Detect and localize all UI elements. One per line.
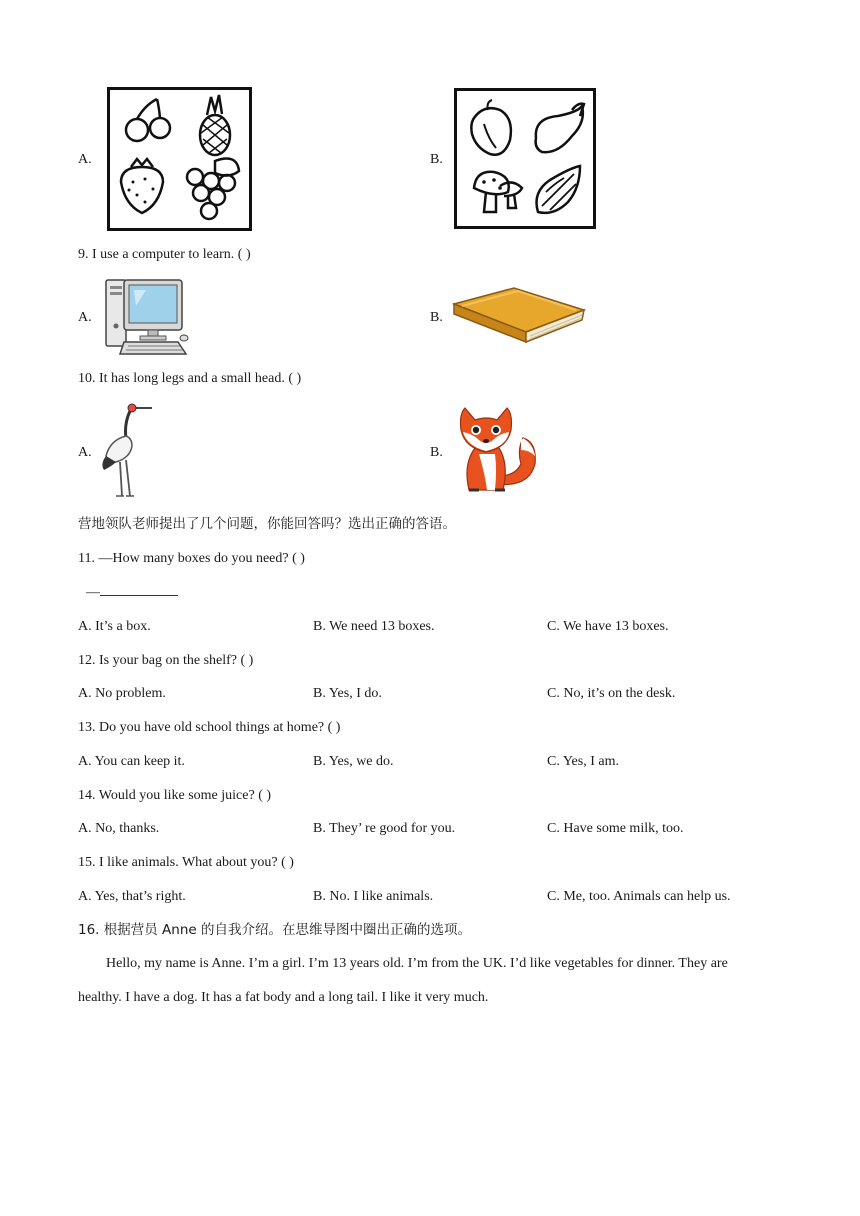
q12-option-a[interactable]: A. No problem. <box>78 686 166 701</box>
q16-passage: Hello, my name is Anne. I’m a girl. I’m 13 years old. I’m from the UK. I’d like vegetables for dinner. They are healthy. I have a dog. It has a fat body and a long tail. I like it very much. <box>78 956 728 1005</box>
q9-option-a-label: A. <box>78 310 92 325</box>
q10-option-a-label: A. <box>78 445 92 460</box>
q14-option-b[interactable]: B. They’ re good for you. <box>313 821 456 836</box>
q11-answer-line <box>86 583 178 602</box>
q15-option-c[interactable]: C. Me, too. Animals can help us. <box>547 889 731 904</box>
q11-option-c[interactable]: C. We have 13 boxes. <box>547 619 669 634</box>
q13-question: 13. Do you have old school things at home? ( ) <box>78 720 341 735</box>
q11-dash: — <box>86 585 100 600</box>
q9-option-b-label: B. <box>430 310 443 325</box>
q15-option-b[interactable]: B. No. I like animals. <box>313 889 434 904</box>
q14-question: 14. Would you like some juice? ( ) <box>78 788 272 803</box>
q13-option-b[interactable]: B. Yes, we do. <box>313 754 394 769</box>
q11-question: 11. —How many boxes do you need? ( ) <box>78 551 305 566</box>
q16-question: 16. 根据营员 Anne 的自我介绍。在思维导图中圈出正确的选项。 <box>78 922 471 938</box>
q15-option-a[interactable]: A. Yes, that’s right. <box>78 889 186 904</box>
crane-picture[interactable] <box>96 400 154 505</box>
q8-option-b-label: B. <box>430 152 443 167</box>
q11-option-b[interactable]: B. We need 13 boxes. <box>313 619 435 634</box>
computer-picture[interactable] <box>104 276 190 361</box>
q10-question: 10. It has long legs and a small head. ( ) <box>78 371 302 386</box>
vegetables-picture[interactable] <box>454 88 597 234</box>
q14-option-c[interactable]: C. Have some milk, too. <box>547 821 684 836</box>
q12-option-b[interactable]: B. Yes, I do. <box>313 686 382 701</box>
fox-icon <box>455 404 539 494</box>
q12-option-c[interactable]: C. No, it’s on the desk. <box>547 686 676 701</box>
book-picture[interactable] <box>452 286 586 351</box>
section-instruction: 营地领队老师提出了几个问题，你能回答吗？选出正确的答语。 <box>78 516 456 532</box>
q11-answer-blank[interactable] <box>100 583 178 596</box>
book-icon <box>452 286 586 346</box>
fruits-icon <box>107 87 252 231</box>
q15-question: 15. I like animals. What about you? ( ) <box>78 855 294 870</box>
q14-option-a[interactable]: A. No, thanks. <box>78 821 160 836</box>
q12-question: 12. Is your bag on the shelf? ( ) <box>78 653 254 668</box>
q9-question: 9. I use a computer to learn. ( ) <box>78 247 251 262</box>
fruits-picture[interactable] <box>107 87 252 236</box>
computer-icon <box>104 276 190 356</box>
vegetables-icon <box>454 88 597 229</box>
fox-picture[interactable] <box>455 404 539 499</box>
q13-option-a[interactable]: A. You can keep it. <box>78 754 185 769</box>
q11-option-a[interactable]: A. It’s a box. <box>78 619 151 634</box>
crane-icon <box>96 400 154 500</box>
q10-option-b-label: B. <box>430 445 443 460</box>
q13-option-c[interactable]: C. Yes, I am. <box>547 754 619 769</box>
q8-option-a-label: A. <box>78 152 92 167</box>
